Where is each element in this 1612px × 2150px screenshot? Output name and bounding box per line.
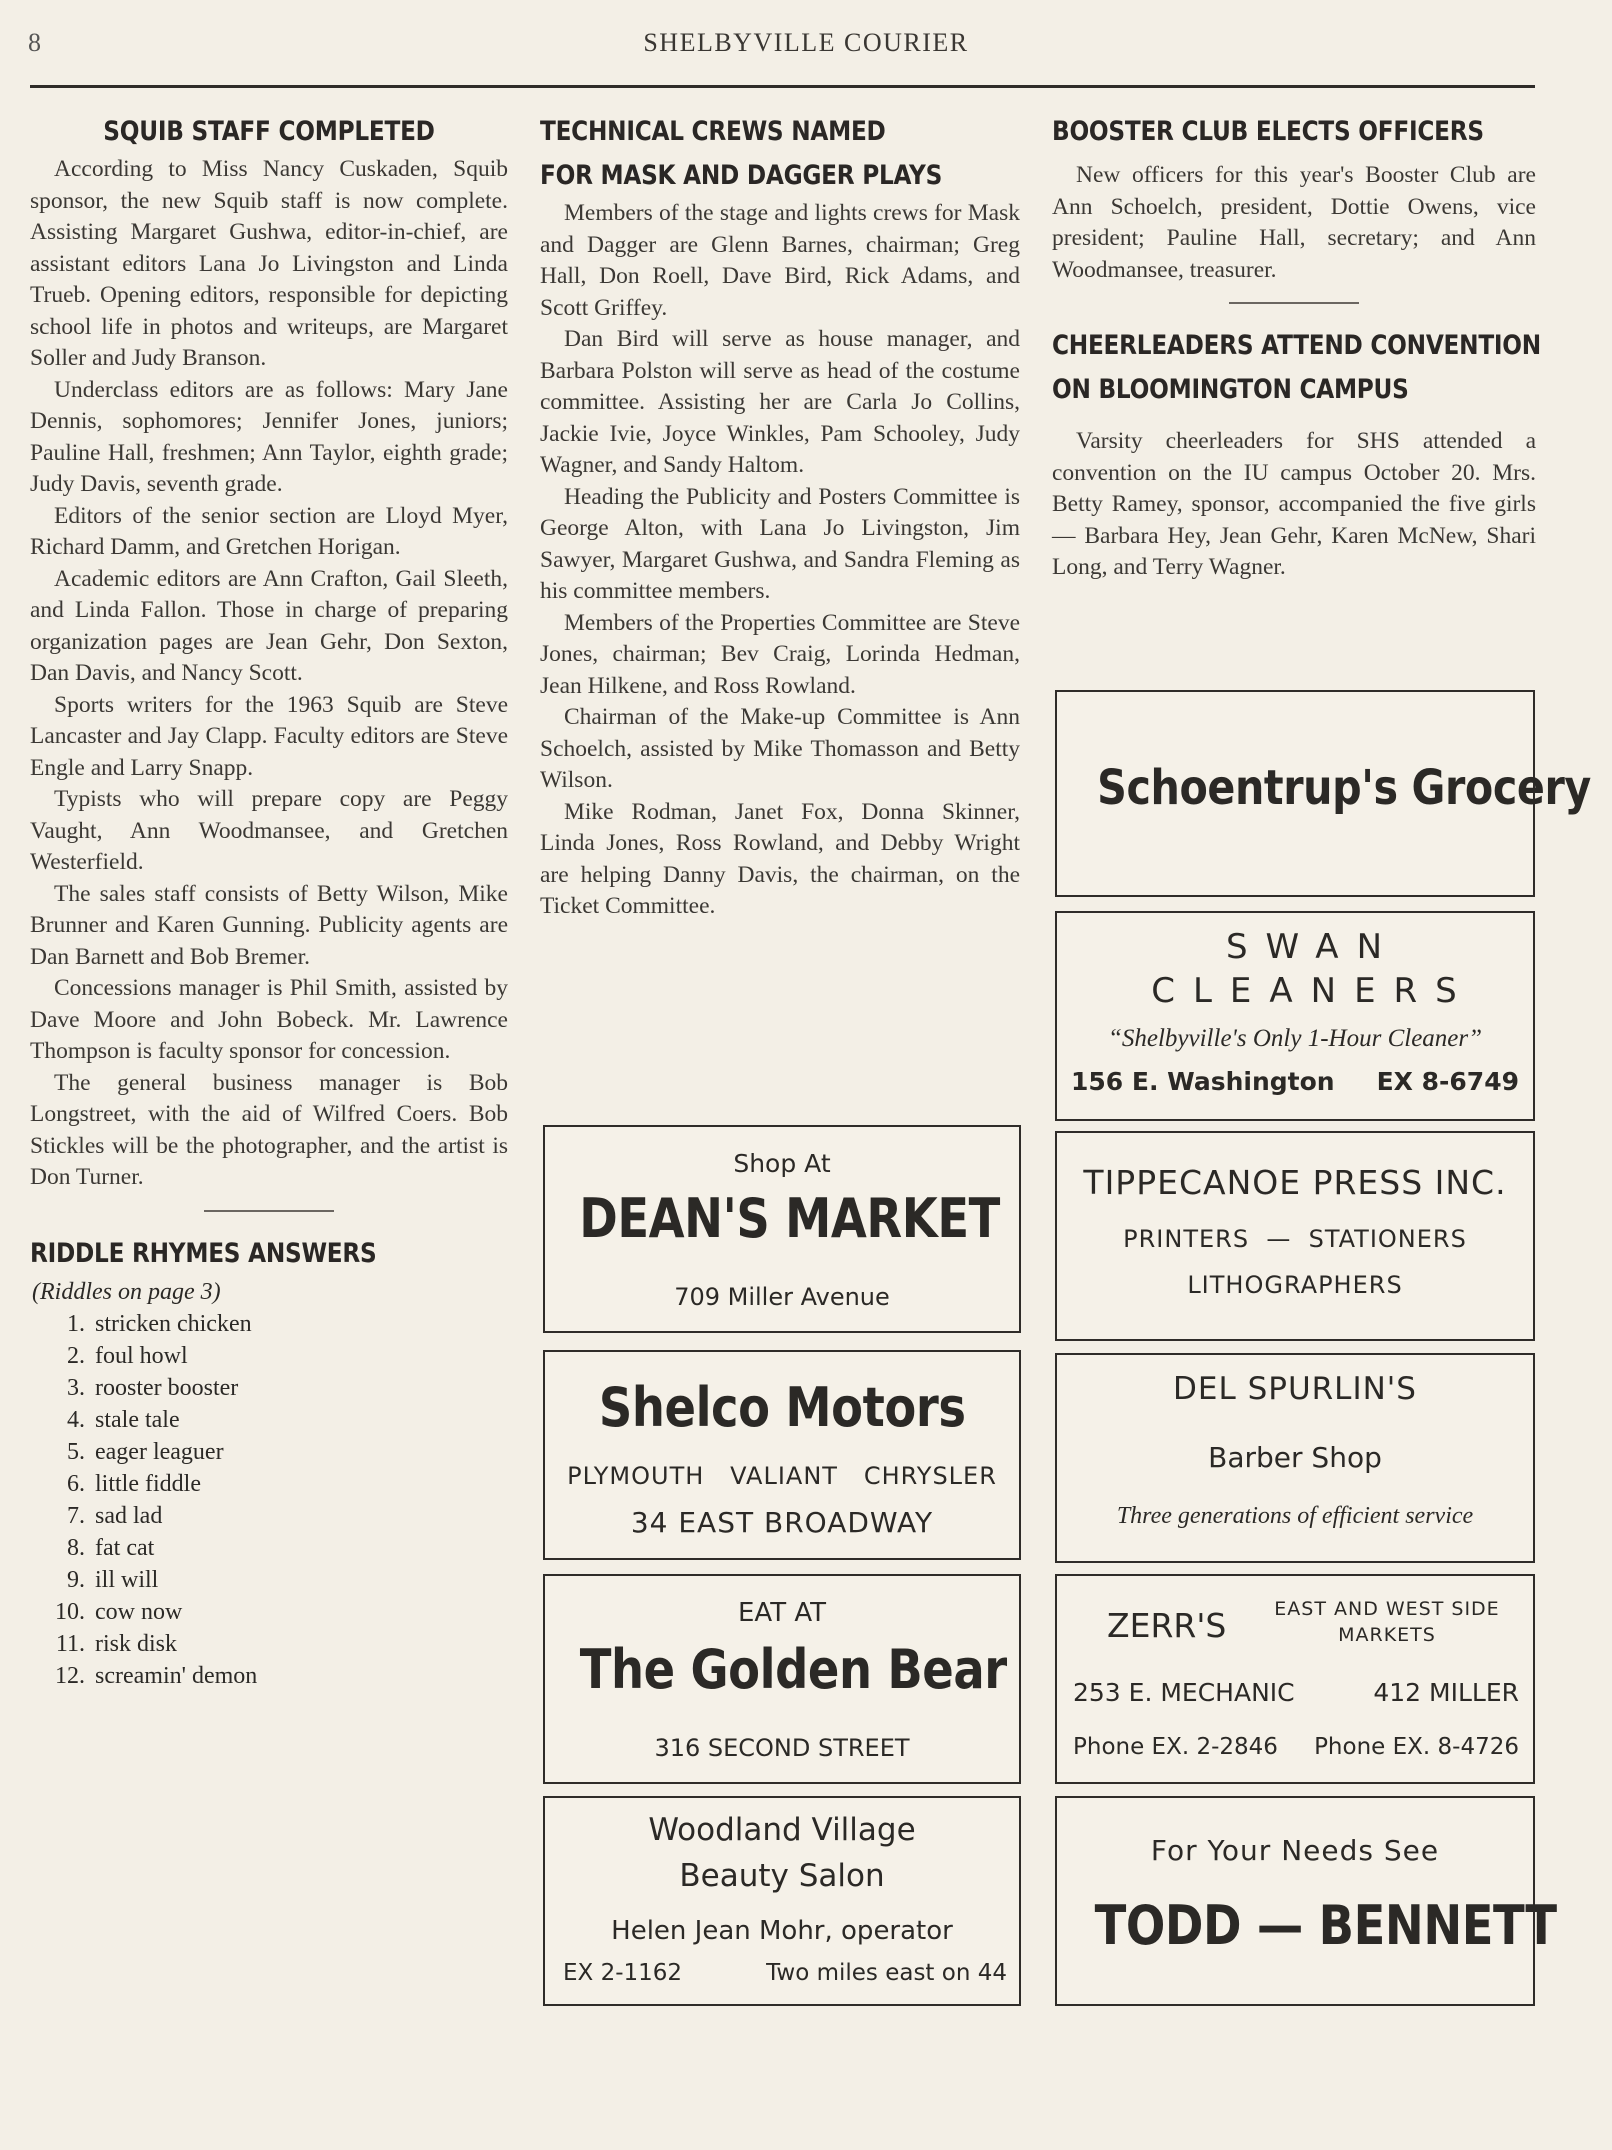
ad-schoentrups-grocery [1055,690,1591,897]
ad-swan-tagline: “Shelbyville's Only 1-Hour Cleaner” [1107,1025,1483,1052]
squib-paragraph: According to Miss Nancy Cuskaden, Squib sponsor, the new Squib staff is now complete. Assisting Margaret Gushwa, editor-in-chief, are assistant editors Lana Jo Livingston and Linda Trueb. Opening editors, responsible for depicting school life in photos and writeups, are Margaret Soller and Judy Branson. [30,156,508,371]
tech-article [540,198,1020,923]
cheer-paragraph: Varsity cheerleaders for SHS attended a convention on the IU campus October 20. Mrs. Betty Ramey, sponsor, accompanied the five girls — Barbara Hey, Jean Gehr, Karen McNew, Shari Long, and Terry Wagner. [1052,428,1536,580]
ad-woodland-name1: Woodland Village [648,1812,916,1848]
list-item: 11. risk disk [55,1630,178,1657]
ad-tippecanoe-line2: PRINTERS — STATIONERS [1123,1225,1467,1253]
ad-woodland-operator: Helen Jean Mohr, operator [611,1916,953,1946]
ad-zerrs-name: ZERR'S [1107,1606,1227,1645]
squib-paragraph: The sales staff consists of Betty Wilson, Mike Brunner and Karen Gunning. Publicity agents are Dan Barnett and Bob Bremer. [30,880,508,970]
section-divider [204,1210,334,1212]
squib-heading: SQUIB STAFF COMPLETED [103,116,435,147]
squib-paragraph: Typists who will prepare copy are Peggy Vaught, Ann Woodmansee, and Gretchen Westerfield. [30,786,508,875]
ad-deans-top: Shop At [733,1149,831,1178]
squib-article [30,154,508,1194]
list-item: 1. stricken chicken [67,1310,252,1337]
squib-paragraph: Editors of the senior section are Lloyd Myer, Richard Damm, and Gretchen Horigan. [30,502,508,560]
publication-title: SHELBYVILLE COURIER [643,28,969,57]
page-header [0,22,1612,82]
ad-woodland-name2: Beauty Salon [679,1858,885,1894]
ad-woodland-phone: EX 2-1162 [563,1960,683,1986]
ad-shelco-motors [543,1350,1021,1560]
ad-delspurlin-tagline: Three generations of efficient service [1116,1503,1474,1529]
riddles-intro: (Riddles on page 3) [32,1278,221,1305]
ad-golden-bear [543,1574,1021,1784]
squib-paragraph: The general business manager is Bob Longstreet, with the aid of Wilfred Coers. Bob Stickles will be the photographer, and the artist is Don Turner. [30,1069,508,1190]
ad-woodland-village [543,1796,1021,2006]
ad-zerrs-addr1: 253 E. MECHANIC [1073,1678,1295,1707]
cheer-heading-line1: CHEERLEADERS ATTEND CONVENTION [1052,330,1541,361]
page-number: 8 [28,28,41,57]
booster-paragraph: New officers for this year's Booster Club are Ann Schoelch, president, Dottie Owens, vice president; Pauline Hall, secretary; and Ann Woodmansee, treasurer. [1052,162,1536,283]
list-item: 4. stale tale [67,1406,180,1433]
list-item: 3. rooster booster [67,1374,239,1401]
ad-del-spurlins [1055,1353,1535,1563]
ad-swan-phone: EX 8-6749 [1376,1067,1519,1096]
booster-heading: BOOSTER CLUB ELECTS OFFICERS [1052,116,1484,147]
ad-tippecanoe-press [1055,1131,1535,1341]
column-middle [540,110,1020,923]
squib-paragraph: Sports writers for the 1963 Squib are Steve Lancaster and Jay Clapp. Faculty editors are Steve Engle and Larry Snapp. [30,691,508,781]
list-item: 6. little fiddle [67,1470,201,1497]
squib-paragraph: Academic editors are Ann Crafton, Gail Sleeth, and Linda Fallon. Those in charge of preparing organization pages are Jean Gehr, Don Sexton, Dan Davis, and Nancy Scott. [30,565,508,686]
ad-deans-name: DEAN'S MARKET [579,1187,1000,1250]
section-divider [1229,302,1359,304]
ad-delspurlin-sub: Barber Shop [1208,1441,1382,1474]
list-item: 9. ill will [67,1566,159,1593]
tech-paragraph: Dan Bird will serve as house manager, and Barbara Polston will serve as head of the costume committee. Assisting her are Carla Jo Collins, Jackie Ivie, Joyce Winkles, Pam Schooley, Judy Wagner, and Sandy Haltom. [540,326,1020,478]
ad-shelco-name: Shelco Motors [598,1376,966,1439]
ad-zerrs-phone2: Phone EX. 8-4726 [1314,1734,1519,1760]
list-item: 5. eager leaguer [67,1438,224,1465]
ad-todd-bennett [1055,1796,1557,2006]
ad-shelco-brands: PLYMOUTH VALIANT CHRYSLER [567,1462,997,1490]
list-item: 12. screamin' demon [55,1662,258,1689]
squib-paragraph: Concessions manager is Phil Smith, assisted by Dave Moore and John Bobeck. Mr. Lawrence Thompson is faculty sponsor for concession. [30,975,508,1064]
ad-woodland-location: Two miles east on 44 [766,1960,1007,1986]
ad-tippecanoe-line3: LITHOGRAPHERS [1187,1271,1403,1299]
list-item: 2. foul howl [67,1342,188,1369]
tech-paragraph: Mike Rodman, Janet Fox, Donna Skinner, Linda Jones, Ross Rowland, and Debby Wright are helping Danny Davis, the chairman, on the Ticket Committee. [540,798,1020,919]
header-rule [30,85,1535,88]
tech-heading-line2: FOR MASK AND DAGGER PLAYS [540,160,943,191]
ad-zerrs-phone1: Phone EX. 2-2846 [1073,1734,1278,1760]
tech-paragraph: Heading the Publicity and Posters Committee is George Alton, with Lana Jo Livingston, Jim Sawyer, Margaret Gushwa, and Sandra Fleming as his committee members. [540,483,1020,604]
ad-swan-name2: CLEANERS [1151,971,1475,1011]
tech-paragraph: Members of the Properties Committee are Steve Jones, chairman; Bev Craig, Lorinda Hedman, Jean Hilkene, and Ross Rowland. [540,609,1020,699]
ad-todd-name: TODD — BENNETT [1094,1894,1557,1957]
ad-deans-address: 709 Miller Avenue [674,1283,890,1311]
ad-todd-top: For Your Needs See [1150,1834,1440,1867]
ad-swan-name1: SWAN [1225,927,1401,967]
column-right [1052,110,1541,584]
cheer-heading-line2: ON BLOOMINGTON CAMPUS [1052,374,1409,405]
riddles-heading: RIDDLE RHYMES ANSWERS [30,1237,377,1269]
ad-delspurlin-name: DEL SPURLIN'S [1173,1371,1417,1407]
ad-zerrs-addr2: 412 MILLER [1373,1678,1519,1707]
ad-golden-name: The Golden Bear [579,1638,1007,1701]
ad-zerrs-markets1: EAST AND WEST SIDE [1274,1598,1500,1620]
riddle-answers-list [30,1308,508,1692]
ad-zerrs-markets2: MARKETS [1338,1624,1436,1646]
list-item: 8. fat cat [67,1534,155,1561]
ad-swan-address: 156 E. Washington [1071,1067,1335,1096]
tech-heading-line1: TECHNICAL CREWS NAMED [540,116,886,147]
column-left [30,110,508,1692]
ad-tippecanoe-name: TIPPECANOE PRESS INC. [1083,1163,1507,1202]
ad-schoentrup-name: Schoentrup's Grocery [1097,760,1591,816]
list-item: 10. cow now [55,1598,183,1625]
ad-golden-address: 316 SECOND STREET [654,1734,910,1762]
ad-shelco-address: 34 EAST BROADWAY [630,1506,934,1539]
tech-paragraph: Chairman of the Make-up Committee is Ann Schoelch, assisted by Mike Thomasson and Betty Wilson. [540,704,1020,793]
ad-swan-cleaners [1055,911,1535,1121]
ad-deans-market [543,1125,1021,1333]
squib-paragraph: Underclass editors are as follows: Mary Jane Dennis, sophomores; Jennifer Jones, juniors; Pauline Hall, freshmen; Ann Taylor, eighth grade; Judy Davis, seventh grade. [30,376,508,497]
list-item: 7. sad lad [67,1502,163,1529]
ad-zerrs-markets [1055,1574,1535,1784]
ad-golden-top: EAT AT [738,1598,826,1628]
tech-paragraph: Members of the stage and lights crews for Mask and Dagger are Glenn Barnes, chairman; Greg Hall, Don Roell, Dave Bird, Rick Adams, and Scott Griffey. [540,200,1020,321]
